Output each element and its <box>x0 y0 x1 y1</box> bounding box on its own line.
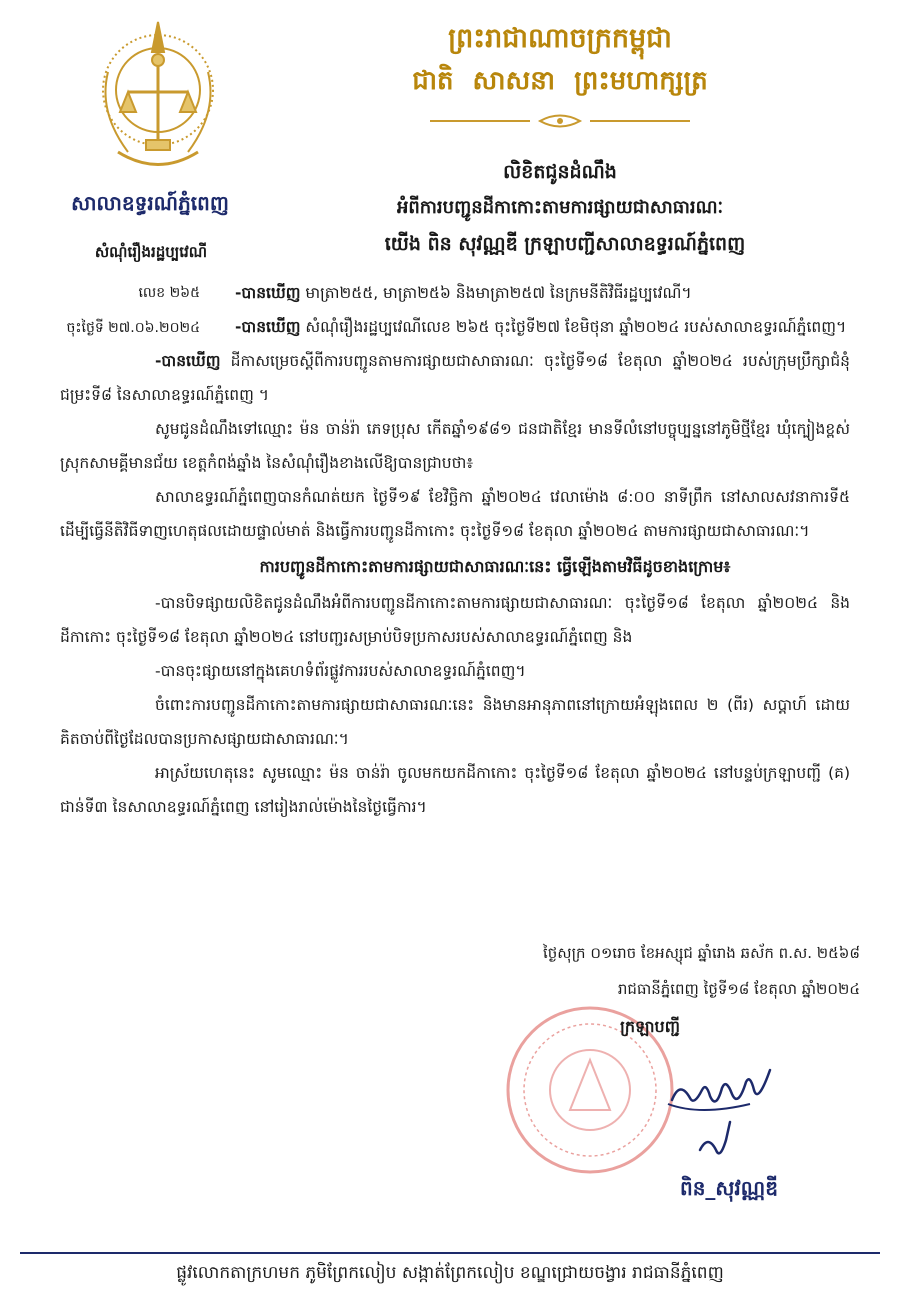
lunar-date: ថ្ងៃសុក្រ ០១រោច ខែអស្សុជ ឆ្នាំរោង ឆស័ក ព.ស. ២៥៦៨ <box>543 944 860 962</box>
seen-label: -បានឃើញ <box>235 318 301 336</box>
paragraph-text: មាត្រា២៥៥, មាត្រា២៥៦ និងមាត្រា២៥៧ នៃក្រមនីតិវិធីរដ្ឋប្បវេណី។ <box>300 284 692 302</box>
paragraph-4: សូមជូនដំណឹងទៅឈ្មោះ ម៉ន ចាន់រ៉ា ភេទប្រុស កើតឆ្នាំ១៩៨១ ជនជាតិខ្មែរ មានទីលំនៅបច្ចុប្បន្ននៅភូមិថ្មីខ្មែរ ឃុំក្បៀងខ្ពស់ ស្រុកសាមគ្គីមានជ័យ ខេត្តកំពង់ឆ្នាំង នៃសំណុំរឿងខាងលើឱ្យបានជ្រាបថា៖ <box>60 420 850 472</box>
signer-title: ក្រឡាបញ្ជី <box>620 1017 680 1036</box>
paragraph-text: សំណុំរឿងរដ្ឋប្បវេណីលេខ ២៦៥ ចុះថ្ងៃទី២៧ ខែមិថុនា ឆ្នាំ២០២៤ របស់សាលាឧទ្ធរណ៍ភ្នំពេញ។ <box>300 318 847 336</box>
footer-address: ផ្លូវលោកតាក្រហមក ភូមិព្រែកលៀប សង្កាត់ព្រែកលៀប ខណ្ឌជ្រោយចង្វារ រាជធានីភ្នំពេញ <box>176 1263 724 1283</box>
document-title: លិខិតជូនដំណឹង <box>503 161 617 183</box>
paragraph-1 <box>60 276 850 310</box>
document-subtitle: អំពីការបញ្ជូនដីកាកោះតាមការផ្សាយជាសាធារណៈ <box>396 197 724 218</box>
court-emblem-icon <box>78 12 238 182</box>
handwritten-signature-icon <box>660 1060 780 1170</box>
paragraph-6: -បានបិទផ្សាយលិខិតជូនដំណឹងអំពីការបញ្ជូនដីកាកោះតាមការផ្សាយជាសាធារណៈ ចុះថ្ងៃទី១៨ ខែតុលា ឆ្នាំ២០២៤ និងដីកាកោះ ចុះថ្ងៃទី១៨ ខែតុលា ឆ្នាំ២០២៤ នៅបញ្ជរសម្រាប់បិទប្រកាសរបស់សាលាឧទ្ធរណ៍ភ្នំពេញ និង <box>60 594 850 646</box>
signer-name: ពិន_សុវណ្ណឌី <box>680 1176 778 1200</box>
footer-divider <box>20 1252 880 1254</box>
section-heading: ការបញ្ជូនដីកាកោះតាមការផ្សាយជាសាធារណៈនេះ ធ្វើឡើងតាមវិធីដូចខាងក្រោម៖ <box>259 557 731 576</box>
paragraph-text: ដីកាសម្រេចស្តីពីការបញ្ជូនតាមការផ្សាយជាសាធារណៈ ចុះថ្ងៃទី១៨ ខែតុលា ឆ្នាំ២០២៤ របស់ក្រុមប្រឹក្សាជំនុំជម្រះទី៨ នៃសាលាឧទ្ធរណ៍ភ្នំពេញ ។ <box>60 352 850 404</box>
paragraph-9: អាស្រ័យហេតុនេះ សូមឈ្មោះ ម៉ន ចាន់រ៉ា ចូលមកយកដីកាកោះ ចុះថ្ងៃទី១៨ ខែតុលា ឆ្នាំ២០២៤ នៅបន្ទប់ក្រឡាបញ្ជី (គ) ជាន់ទី៣ នៃសាលាឧទ្ធរណ៍ភ្នំពេញ នៅរៀងរាល់ម៉ោងនៃថ្ងៃធ្វើការ។ <box>60 764 850 816</box>
seen-label: -បានឃើញ <box>235 284 301 302</box>
kingdom-heading: ព្រះរាជាណាចក្រកម្ពុជា <box>448 23 672 54</box>
document-body <box>60 276 850 824</box>
case-date: ចុះថ្ងៃទី ២៧.០៦.២០២៤ <box>66 320 200 336</box>
issuer-line: យើង ពិន សុវណ្ណឌី ក្រឡាបញ្ជីសាលាឧទ្ធរណ៍ភ្នំពេញ <box>384 233 746 255</box>
case-number: លេខ ២៦៥ <box>138 285 200 301</box>
paragraph-7: -បានចុះផ្សាយនៅក្នុងគេហទំព័រផ្លូវការរបស់សាលាឧទ្ធរណ៍ភ្នំពេញ។ <box>155 662 526 680</box>
seen-label: -បានឃើញ <box>155 352 221 370</box>
paragraph-2 <box>60 310 850 344</box>
paragraph-3 <box>60 344 850 412</box>
paragraph-8: ចំពោះការបញ្ជូនដីកាកោះតាមការផ្សាយជាសាធារណៈនេះ និងមានអានុភាពនៅក្រោយអំឡុងពេល ២ (ពីរ) សប្តាហ៍ ដោយគិតចាប់ពីថ្ងៃដែលបានប្រកាសផ្សាយជាសាធារណៈ។ <box>60 696 850 748</box>
ornament-divider-icon <box>420 110 700 132</box>
place-date: រាជធានីភ្នំពេញ ថ្ងៃទី១៨ ខែតុលា ឆ្នាំ២០២៤ <box>617 980 860 998</box>
case-label: សំណុំរឿងរដ្ឋប្បវេណី <box>94 243 208 261</box>
paragraph-5: សាលាឧទ្ធរណ៍ភ្នំពេញបានកំណត់យក ថ្ងៃទី១៩ ខែវិច្ឆិកា ឆ្នាំ២០២៤ វេលាម៉ោង ៨:០០ នាទីព្រឹក នៅសាលសវនាការទី៥ ដើម្បីធ្វើនីតិវិធីទាញហេតុផលដោយផ្ទាល់មាត់ និងធ្វើការបញ្ជូនដីកាកោះ ចុះថ្ងៃទី១៨ ខែតុលា ឆ្នាំ២០២៤ តាមការផ្សាយជាសាធារណៈ។ <box>60 488 850 540</box>
court-name: សាលាឧទ្ធរណ៍ភ្នំពេញ <box>71 191 229 215</box>
motto-heading: ជាតិ សាសនា ព្រះមហាក្សត្រ <box>412 66 708 96</box>
